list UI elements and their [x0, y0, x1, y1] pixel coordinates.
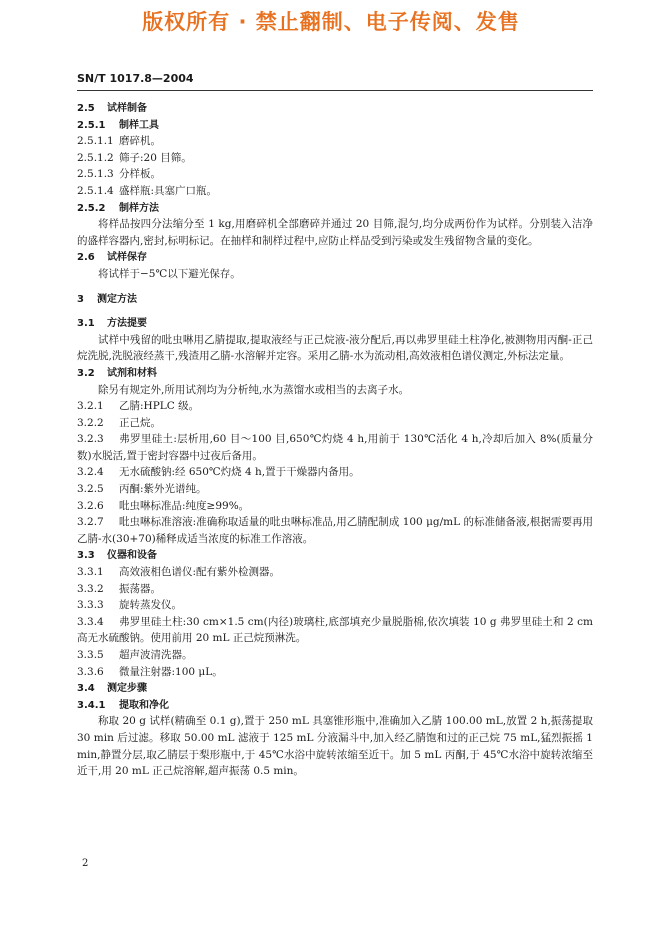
clause: 2.5.1.4 盛样瓶:具塞广口瓶。 [77, 184, 218, 197]
header-rule [77, 90, 593, 91]
clause: 3.2.2 正己烷。 [77, 416, 161, 429]
paragraph: 将试样于−5℃以下避光保存。 [98, 267, 241, 280]
standard-code: SN/T 1017.8—2004 [77, 72, 194, 85]
clause: 3.2.7 吡虫啉标准溶液:准确称取适量的吡虫啉标准品,用乙腈配制成 100 μg/mL 的标准储备液,根据需要再用乙腈-水(30+70)稀释成适当浓度的标准工作溶液。 [77, 516, 593, 545]
section-heading: 2.5 试样制备 [77, 103, 147, 114]
clause: 3.2.3 弗罗里硅土:层析用,60 目～100 目,650℃灼烧 4 h,用前于 130℃活化 4 h,冷却后加入 8%(质量分数)水脱活,置于密封容器中过夜后备用。 [77, 433, 593, 462]
clause: 2.5.1.3 分样板。 [77, 168, 161, 181]
section-heading: 2.5.2 制样方法 [77, 202, 159, 214]
section-heading: 3.3 仪器和设备 [77, 550, 157, 562]
clause: 3.2.4 无水硫酸钠:经 650℃灼烧 4 h,置于干燥器内备用。 [77, 466, 360, 479]
clause: 3.3.4 弗罗里硅土柱:30 cm×1.5 cm(内径)玻璃柱,底部填充少量脱脂棉,依次填装 10 g 弗罗里硅土和 2 cm 高无水硫酸钠。使用前用 20 mL 正己烷预淋洗。 [77, 615, 593, 645]
clause: 3.2.1 乙腈:HPLC 级。 [77, 400, 200, 413]
section-heading: 2.6 试样保存 [77, 252, 147, 264]
clause: 3.2.6 吡虫啉标准品:纯度≥99%。 [77, 499, 250, 512]
chapter-heading: 3 测定方法 [77, 293, 137, 305]
section-heading: 3.2 试剂和材料 [77, 367, 157, 379]
clause: 3.2.5 丙酮:紫外光谱纯。 [77, 483, 207, 496]
clause: 3.3.3 旋转蒸发仪。 [77, 599, 182, 612]
section-heading: 3.1 方法提要 [77, 318, 147, 330]
clause: 2.5.1.1 磨碎机。 [77, 135, 161, 148]
clause: 2.5.1.2 筛子:20 目筛。 [77, 151, 192, 164]
page-number: 2 [82, 858, 89, 869]
paragraph: 试样中残留的吡虫啉用乙腈提取,提取液经与正己烷液-液分配后,再以弗罗里硅土柱净化,被测物用丙酮-正己烷洗脱,洗脱液经蒸干,残渣用乙腈-水溶解并定容。采用乙腈-水为流动相,高效液相色谱仪测定,外标法定量。 [77, 333, 593, 363]
section-heading: 3.4.1 提取和净化 [77, 699, 169, 711]
clause: 3.3.2 振荡器。 [77, 582, 161, 595]
document-body [77, 100, 593, 780]
section-heading: 3.4 测定步骤 [77, 683, 147, 695]
paragraph: 称取 20 g 试样(精确至 0.1 g),置于 250 mL 具塞锥形瓶中,准确加入乙腈 100.00 mL,放置 2 h,振荡提取 30 min 后过滤。移取 50.00 mL 滤液于 125 mL 分液漏斗中,加入经乙腈饱和过的正己烷 75 mL,猛烈振摇 1 min,静置分层,取乙腈层于梨形瓶中,于 45℃水浴中旋转浓缩至近干。加 5 mL 丙酮,于 45℃水浴中旋转浓缩至近干,用 20 mL 正己烷溶解,超声振荡 0.5 min。 [77, 715, 593, 778]
clause: 3.3.6 微量注射器:100 μL。 [77, 665, 223, 678]
section-heading: 2.5.1 制样工具 [77, 119, 159, 131]
paragraph: 除另有规定外,所用试剂均为分析纯,水为蒸馏水或相当的去离子水。 [98, 383, 410, 396]
clause: 3.3.5 超声波清洗器。 [77, 649, 193, 661]
clause: 3.3.1 高效液相色谱仪:配有紫外检测器。 [77, 566, 281, 579]
copyright-watermark: 版权所有 · 禁止翻制、电子传阅、发售 [142, 10, 520, 34]
paragraph: 将样品按四分法缩分至 1 kg,用磨碎机全部磨碎并通过 20 目筛,混匀,均分成两份作为试样。分别装入洁净的盛样容器内,密封,标明标记。在抽样和制样过程中,应防止样品受到污染或发生残留物含量的变化。 [77, 218, 593, 247]
